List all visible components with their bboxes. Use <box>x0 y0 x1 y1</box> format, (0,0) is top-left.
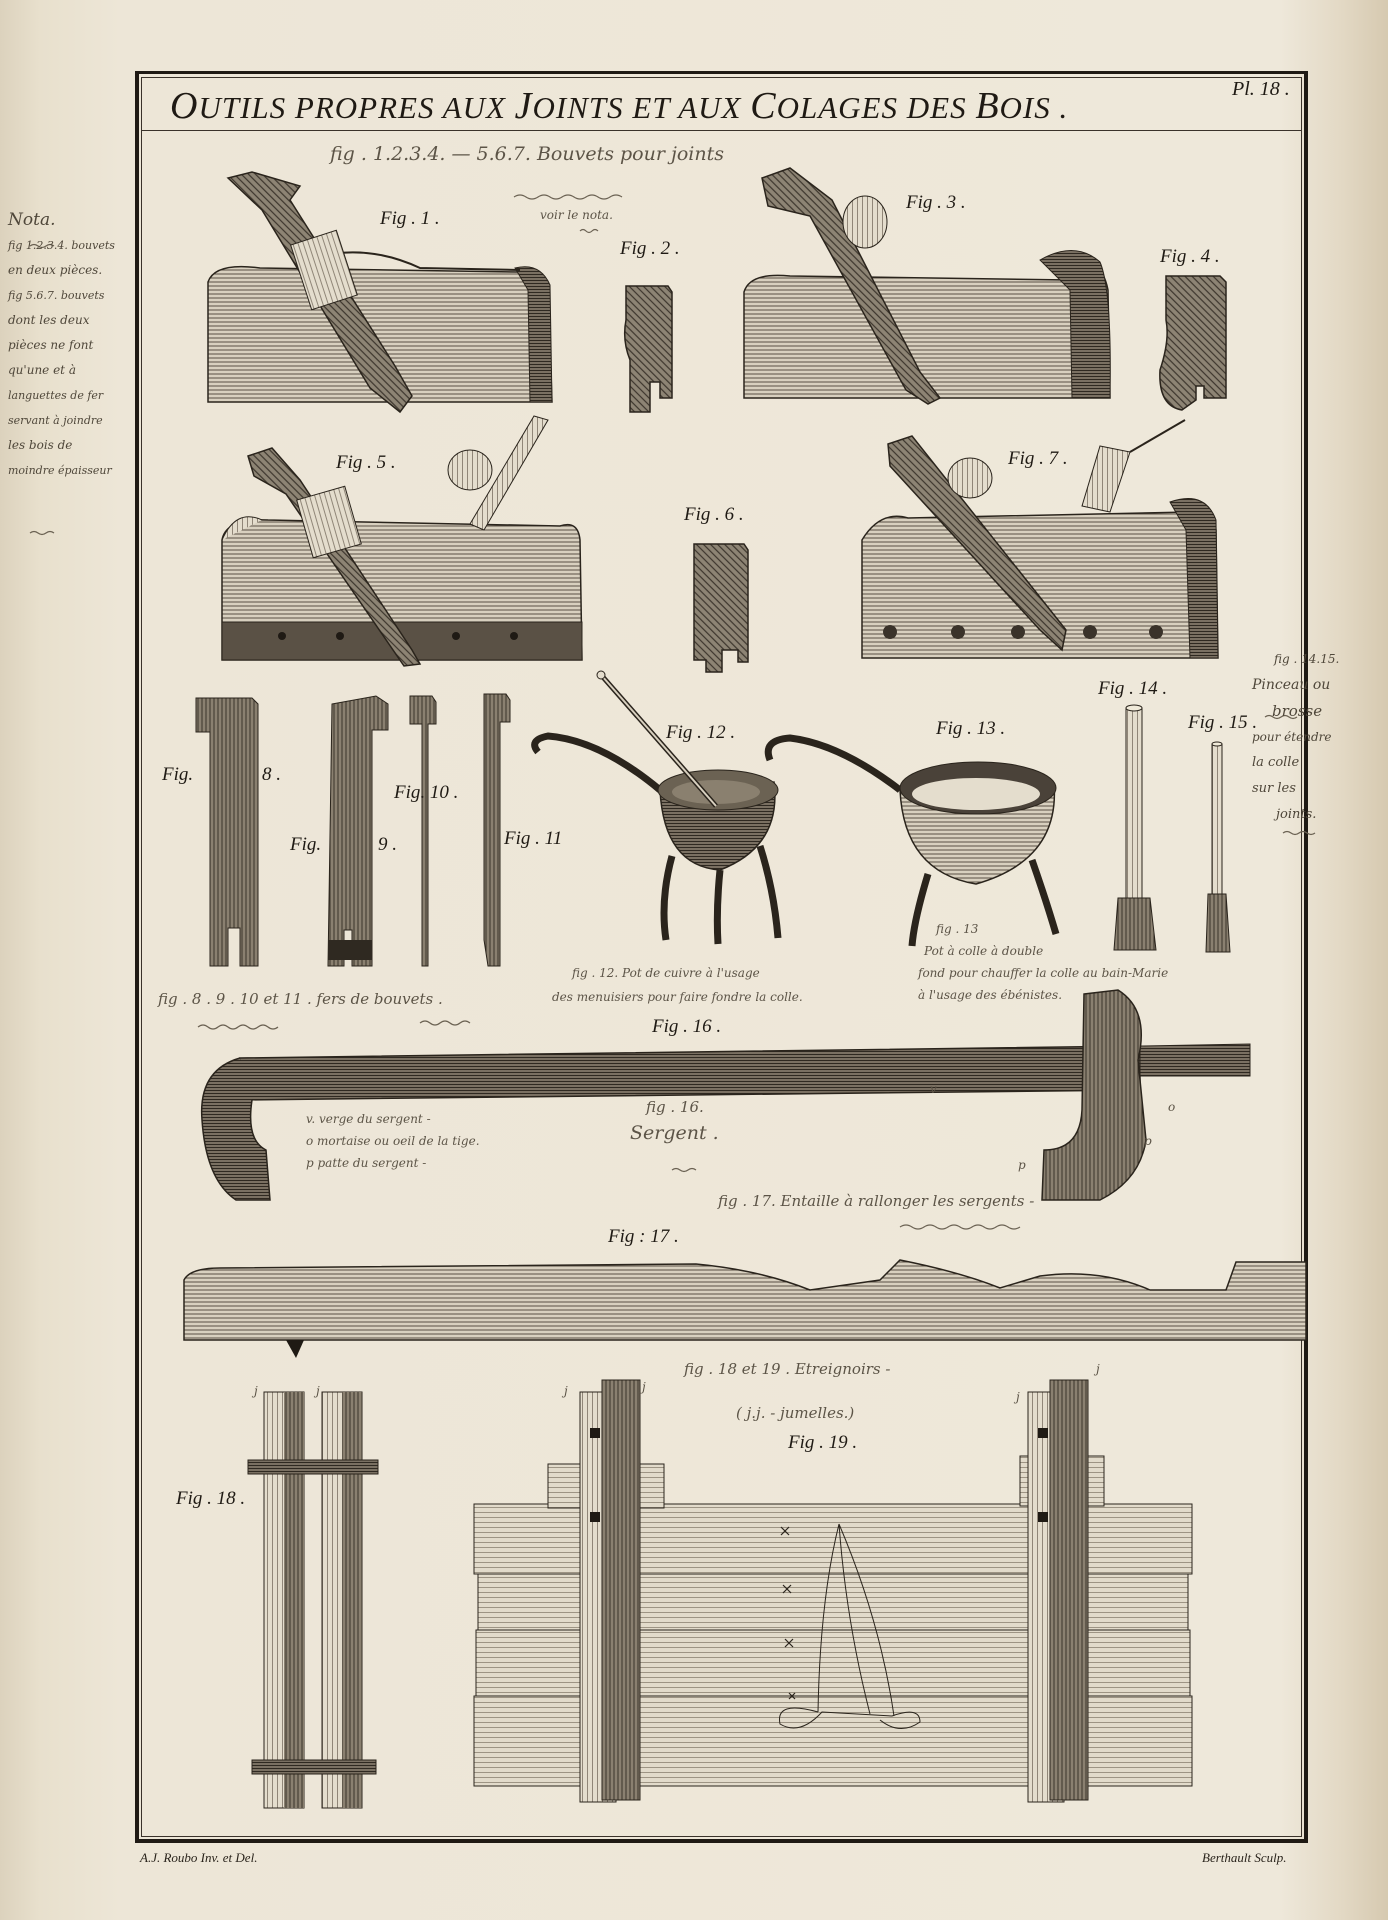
margin-note-line: pièces ne font <box>8 338 94 352</box>
title-initial: C <box>750 85 777 127</box>
fig8-label-number: 8 . <box>262 764 281 785</box>
credit-engraver: Berthault Sculp. <box>1202 1850 1287 1865</box>
fig18-19-caption-line1: fig . 18 et 19 . Etreignoirs - <box>684 1360 891 1378</box>
fig6-profile-drawing <box>694 544 748 672</box>
fig18-label: Fig . 18 . <box>176 1488 246 1509</box>
fig13-double-pot-drawing <box>768 738 1056 946</box>
fig7-label: Fig . 7 . <box>1008 448 1068 469</box>
margin-note-line: brosse <box>1272 702 1323 720</box>
fig4-profile-drawing <box>1160 276 1226 410</box>
margin-note-line: fig 1.2.3.4. bouvets <box>8 239 115 252</box>
fig8-label-prefix: Fig. <box>162 764 194 785</box>
credit-draughtsman: A.J. Roubo Inv. et Del. <box>140 1850 258 1865</box>
fig5-plane-drawing <box>222 416 582 666</box>
title-part: OLAGES DES <box>776 90 976 125</box>
marker-j-3: j <box>564 1384 568 1398</box>
fig12-caption-line2: des menuisiers pour faire fondre la colle. <box>552 990 803 1004</box>
fig16-label: Fig . 16 . <box>652 1016 722 1037</box>
title-initial: O <box>170 85 199 127</box>
sergent-legend-v: v. verge du sergent - <box>306 1112 431 1126</box>
marker-p-right: p <box>1144 1134 1152 1148</box>
fig15-brush-drawing <box>1206 742 1230 952</box>
left-margin-note <box>8 208 136 483</box>
fig12-caption-line1: fig . 12. Pot de cuivre à l'usage <box>572 966 760 980</box>
marker-p-left: p <box>1018 1158 1026 1172</box>
fig13-caption-line4: à l'usage des ébénistes. <box>918 988 1063 1002</box>
margin-note-line: joints. <box>1276 807 1317 822</box>
title-part: OIS . <box>999 90 1069 125</box>
fig6-label: Fig . 6 . <box>684 504 744 525</box>
fig18-etreignoir-drawing <box>248 1392 378 1808</box>
fig15-label: Fig . 15 . <box>1188 712 1258 733</box>
fig5-label: Fig . 5 . <box>336 452 396 473</box>
fig9-label-prefix: Fig. <box>290 834 322 855</box>
marker-v: v <box>930 1082 937 1096</box>
title-initial: J <box>514 85 533 127</box>
sergent-title-note: Sergent . <box>630 1122 719 1144</box>
fig17-entaille-drawing <box>184 1260 1306 1358</box>
plate-number: Pl. 18 . <box>1232 78 1290 100</box>
fig14-brush-drawing <box>1114 705 1156 950</box>
fig9-label-number: 9 . <box>378 834 397 855</box>
fig9-iron-drawing <box>328 696 388 966</box>
fig2-profile-drawing <box>625 286 672 412</box>
fig17-label: Fig : 17 . <box>608 1226 679 1247</box>
margin-note-line: les bois de <box>8 438 73 452</box>
fig10-label: Fig. 10 . <box>394 782 459 803</box>
marker-j-4: j <box>642 1380 646 1394</box>
fig3-label: Fig . 3 . <box>906 192 966 213</box>
margin-note-line: servant à joindre <box>8 414 103 427</box>
fig17-caption-note: fig . 17. Entaille à rallonger les sergents - <box>718 1192 1035 1210</box>
marker-j-6: j <box>1096 1362 1100 1376</box>
margin-note-line: pour étendre <box>1252 730 1332 744</box>
fig12-label: Fig . 12 . <box>666 722 736 743</box>
fig11-label: Fig . 11 <box>504 828 563 849</box>
title-part: UTILS PROPRES AUX <box>198 90 515 125</box>
bouvets-header-note: fig . 1.2.3.4. — 5.6.7. Bouvets pour joints <box>330 143 724 165</box>
fig13-caption-line3: fond pour chauffer la colle au bain-Marie <box>918 966 1169 980</box>
margin-note-line: Pinceau ou <box>1252 677 1331 693</box>
fig13-caption-line2: Pot à colle à double <box>924 944 1044 958</box>
fig16-title-note: fig . 16. <box>646 1098 704 1116</box>
margin-note-line: languettes de fer <box>8 389 104 402</box>
fig10-iron-drawing <box>410 696 436 966</box>
fig13-caption-line1: fig . 13 <box>936 922 979 936</box>
margin-note-line: sur les <box>1252 781 1296 796</box>
fig2-label: Fig . 2 . <box>620 238 680 259</box>
voir-nota-note: voir le nota. <box>540 208 613 222</box>
right-margin-note <box>1252 646 1382 828</box>
fig1-label: Fig . 1 . <box>380 208 440 229</box>
fig18-19-caption-line2: ( j.j. - jumelles.) <box>736 1404 855 1422</box>
fig8-iron-drawing <box>196 698 258 966</box>
fig4-label: Fig . 4 . <box>1160 246 1220 267</box>
margin-note-line: fig . 14.15. <box>1274 652 1340 666</box>
margin-note-line: dont les deux <box>8 313 90 327</box>
fig13-label: Fig . 13 . <box>936 718 1006 739</box>
marker-j-5: j <box>1016 1390 1020 1404</box>
marker-j-2: j <box>316 1384 320 1398</box>
fers-caption-note: fig . 8 . 9 . 10 et 11 . fers de bouvets . <box>158 990 443 1008</box>
marker-o: o <box>1168 1100 1176 1114</box>
margin-note-line: la colle <box>1252 755 1300 770</box>
margin-note-line: Nota. <box>8 210 56 230</box>
title-part: OINTS ET AUX <box>532 90 751 125</box>
fig14-label: Fig . 14 . <box>1098 678 1168 699</box>
fig12-glue-pot-drawing <box>535 671 778 944</box>
margin-note-line: qu'une et à <box>8 363 76 377</box>
margin-note-line: moindre épaisseur <box>8 464 112 477</box>
title-initial: B <box>975 85 1000 127</box>
marker-j-1: j <box>254 1384 258 1398</box>
sergent-legend-o: o mortaise ou oeil de la tige. <box>306 1134 480 1148</box>
fig19-label: Fig . 19 . <box>788 1432 858 1453</box>
margin-note-line: fig 5.6.7. bouvets <box>8 289 105 302</box>
margin-note-line: en deux pièces. <box>8 263 103 277</box>
sergent-legend-p: p patte du sergent - <box>306 1156 427 1170</box>
